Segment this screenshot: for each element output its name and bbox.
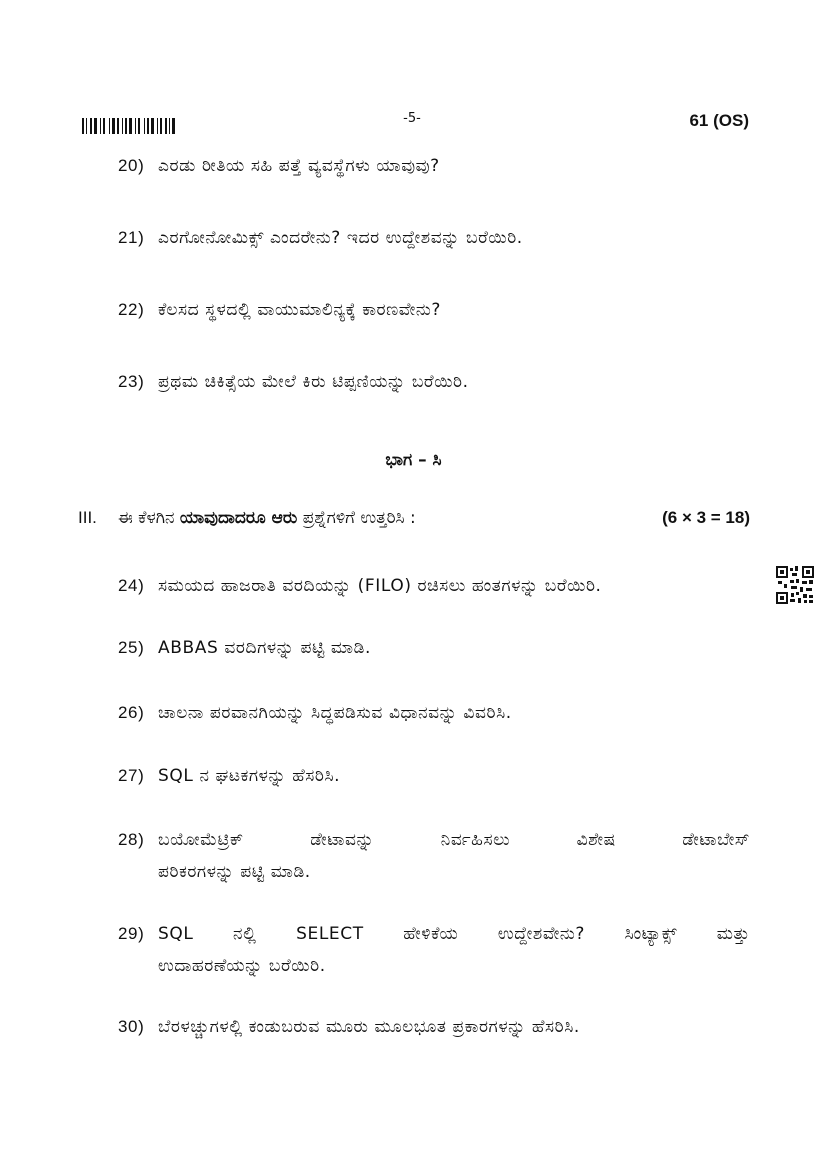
question-text-line1: ಬಯೋಮೆಟ್ರಿಕ್ ಡೇಟಾವನ್ನು ನಿರ್ವಹಿಸಲು ವಿಶೇಷ ಡೇಟಾಬೇಸ್ bbox=[158, 830, 750, 850]
question-29 bbox=[118, 918, 750, 982]
question-number: 25) bbox=[118, 638, 145, 657]
instruction-bold: ಯಾವುದಾದರೂ ಆರು bbox=[179, 508, 298, 528]
question-text: ಸಮಯದ ಹಾಜರಾತಿ ವರದಿಯನ್ನು (FILO) ರಚಿಸಲು ಹಂತಗಳನ್ನು ಬರೆಯಿರಿ. bbox=[158, 576, 602, 596]
question-number: 28) bbox=[118, 830, 145, 849]
question-27 bbox=[118, 760, 750, 792]
question-number: 21) bbox=[118, 228, 145, 247]
barcode bbox=[82, 118, 198, 134]
question-22 bbox=[118, 294, 750, 326]
question-text: ಪ್ರಥಮ ಚಿಕಿತ್ಸೆಯ ಮೇಲೆ ಕಿರು ಟಿಪ್ಪಣಿಯನ್ನು ಬರೆಯಿರಿ. bbox=[158, 372, 469, 392]
section-marks: (6 × 3 = 18) bbox=[662, 508, 750, 527]
question-text-line2: ಪರಿಕರಗಳನ್ನು ಪಟ್ಟಿ ಮಾಡಿ. bbox=[158, 862, 311, 882]
question-number: 29) bbox=[118, 924, 145, 943]
question-number: 26) bbox=[118, 703, 145, 722]
question-30 bbox=[118, 1011, 750, 1043]
question-text: ಎರಡು ರೀತಿಯ ಸಹಿ ಪತ್ತೆ ವ್ಯವಸ್ಥೆಗಳು ಯಾವುವು? bbox=[158, 156, 440, 176]
qr-code-icon bbox=[776, 566, 814, 604]
section-instruction bbox=[78, 508, 750, 528]
question-20 bbox=[118, 150, 750, 182]
question-text-line2: ಉದಾಹರಣೆಯನ್ನು ಬರೆಯಿರಿ. bbox=[158, 956, 326, 976]
instruction-post: ಪ್ರಶ್ನೆಗಳಿಗೆ ಉತ್ತರಿಸಿ : bbox=[297, 508, 416, 528]
question-text: ಕೆಲಸದ ಸ್ಥಳದಲ್ಲಿ ವಾಯುಮಾಲಿನ್ಯಕ್ಕೆ ಕಾರಣವೇನು? bbox=[158, 300, 441, 320]
section-title: ಭಾಗ – ಸಿ bbox=[385, 450, 442, 470]
question-number: 22) bbox=[118, 300, 145, 319]
question-23 bbox=[118, 366, 750, 398]
question-24 bbox=[118, 570, 750, 602]
instruction-pre: ಈ ಕೆಳಗಿನ bbox=[118, 508, 180, 528]
question-21 bbox=[118, 222, 750, 254]
question-text-line1: SQL ನಲ್ಲಿ SELECT ಹೇಳಿಕೆಯ ಉದ್ದೇಶವೇನು? ಸಿಂಟ್ಯಾಕ್ಸ್ ಮತ್ತು bbox=[158, 924, 750, 944]
question-number: 20) bbox=[118, 156, 145, 175]
question-26 bbox=[118, 697, 750, 729]
question-28 bbox=[118, 824, 750, 888]
question-number: 30) bbox=[118, 1017, 145, 1036]
question-text: ABBAS ವರದಿಗಳನ್ನು ಪಟ್ಟಿ ಮಾಡಿ. bbox=[158, 638, 371, 658]
section-roman-number: III. bbox=[78, 508, 97, 527]
question-text: ಎರಗೋನೋಮಿಕ್ಸ್ ಎಂದರೇನು? ಇದರ ಉದ್ದೇಶವನ್ನು ಬರೆಯಿರಿ. bbox=[158, 228, 523, 248]
question-number: 23) bbox=[118, 372, 145, 391]
question-number: 24) bbox=[118, 576, 145, 595]
question-text: ಚಾಲನಾ ಪರವಾನಗಿಯನ್ನು ಸಿದ್ಧಪಡಿಸುವ ವಿಧಾನವನ್ನು ವಿವರಿಸಿ. bbox=[158, 703, 512, 723]
page-number: -5- bbox=[403, 111, 421, 126]
question-text: SQL ನ ಘಟಕಗಳನ್ನು ಹೆಸರಿಸಿ. bbox=[158, 766, 341, 786]
paper-code: 61 (OS) bbox=[689, 111, 749, 130]
question-number: 27) bbox=[118, 766, 145, 785]
question-text: ಬೆರಳಚ್ಚುಗಳಲ್ಲಿ ಕಂಡುಬರುವ ಮೂರು ಮೂಲಭೂತ ಪ್ರಕಾರಗಳನ್ನು ಹೆಸರಿಸಿ. bbox=[158, 1017, 580, 1037]
question-25 bbox=[118, 632, 750, 664]
